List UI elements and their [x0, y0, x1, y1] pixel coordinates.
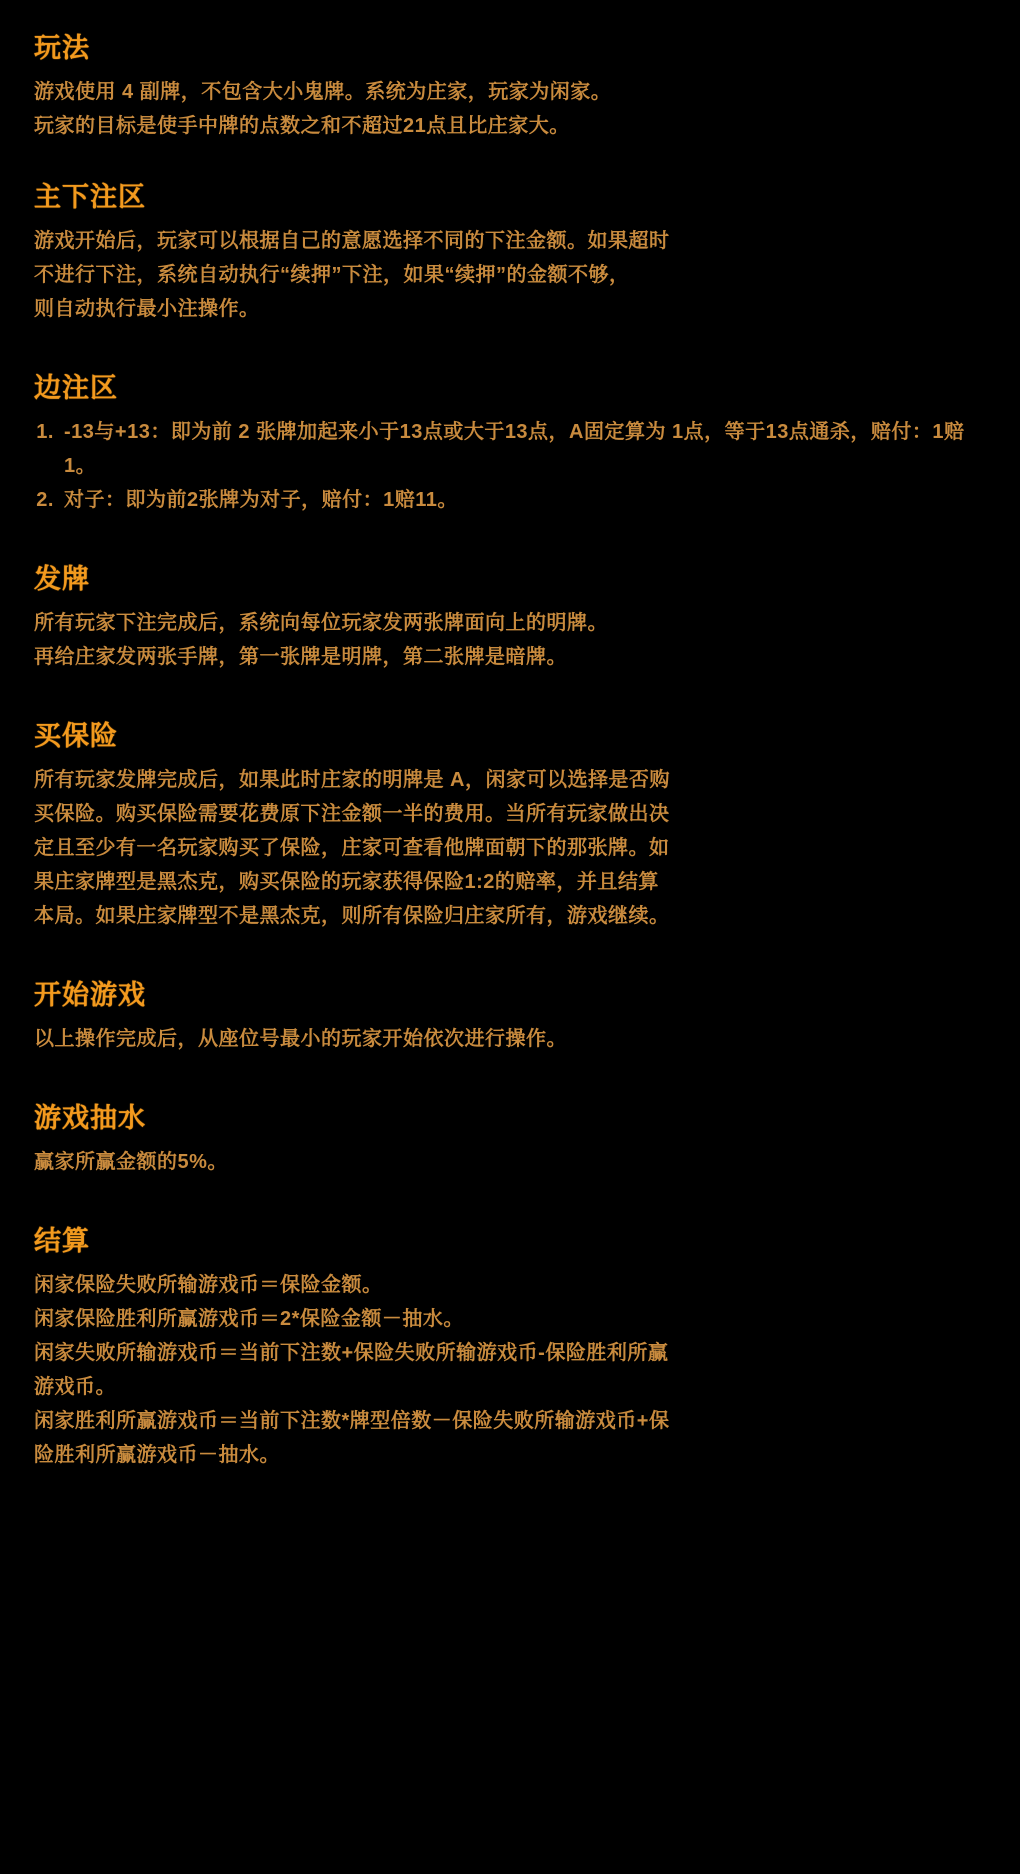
section-settlement [30, 1219, 990, 1472]
paragraph-line: 果庄家牌型是黑杰克，购买保险的玩家获得保险1:2的赔率，并且结算 [34, 871, 659, 893]
section-side-bet-area [30, 366, 990, 517]
paragraph-line: 闲家胜利所赢游戏币＝当前下注数*牌型倍数－保险失败所输游戏币+保 [34, 1410, 670, 1432]
paragraph-line: 闲家保险胜利所赢游戏币＝2*保险金额－抽水。 [34, 1308, 464, 1330]
section-title-rake: 游戏抽水 [34, 1103, 146, 1133]
paragraph-line: 则自动执行最小注操作。 [34, 298, 260, 320]
paragraph-line: 游戏使用 4 副牌，不包含大小鬼牌。系统为庄家，玩家为闲家。 [34, 81, 612, 103]
section-body-main-bet-area [30, 224, 990, 326]
paragraph-line: 再给庄家发两张手牌，第一张牌是明牌，第二张牌是暗牌。 [34, 646, 567, 668]
section-title-insurance: 买保险 [34, 721, 118, 751]
spacer [30, 157, 990, 175]
section-rake [30, 1096, 990, 1179]
section-body-start-game [30, 1022, 990, 1056]
section-gameplay [30, 26, 990, 143]
section-body-deal [30, 606, 990, 674]
section-body-gameplay [30, 75, 990, 143]
paragraph-line: 险胜利所赢游戏币－抽水。 [34, 1444, 280, 1466]
paragraph-line: 玩家的目标是使手中牌的点数之和不超过21点且比庄家大。 [34, 115, 570, 137]
spacer [30, 688, 990, 714]
list-item: 2. 对子：即为前2张牌为对子，赔付：1赔11。 [60, 483, 990, 517]
side-bet-list [34, 415, 990, 517]
paragraph-line: 本局。如果庄家牌型不是黑杰克，则所有保险归庄家所有，游戏继续。 [34, 905, 670, 927]
section-deal [30, 557, 990, 674]
section-main-bet-area [30, 175, 990, 326]
spacer [30, 531, 990, 557]
paragraph-line: 定且至少有一名玩家购买了保险，庄家可查看他牌面朝下的那张牌。如 [34, 837, 670, 859]
spacer [30, 340, 990, 366]
paragraph-line: 所有玩家发牌完成后，如果此时庄家的明牌是 A，闲家可以选择是否购 [34, 769, 670, 791]
section-insurance [30, 714, 990, 933]
paragraph-line: 游戏币。 [34, 1376, 116, 1398]
paragraph-line: 所有玩家下注完成后，系统向每位玩家发两张牌面向上的明牌。 [34, 612, 608, 634]
spacer [30, 1193, 990, 1219]
section-title-deal: 发牌 [34, 564, 90, 594]
spacer [30, 947, 990, 973]
section-title-side-bet-area: 边注区 [34, 373, 118, 403]
section-title-main-bet-area: 主下注区 [34, 182, 146, 212]
paragraph-line: 赢家所赢金额的5%。 [34, 1151, 228, 1173]
paragraph-line: 闲家保险失败所输游戏币＝保险金额。 [34, 1274, 383, 1296]
paragraph-line: 游戏开始后，玩家可以根据自己的意愿选择不同的下注金额。如果超时 [34, 230, 670, 252]
paragraph-line: 以上操作完成后，从座位号最小的玩家开始依次进行操作。 [34, 1028, 567, 1050]
section-start-game [30, 973, 990, 1056]
paragraph-line: 买保险。购买保险需要花费原下注金额一半的费用。当所有玩家做出决 [34, 803, 670, 825]
section-title-settlement: 结算 [34, 1226, 90, 1256]
spacer [30, 1070, 990, 1096]
section-body-insurance [30, 763, 990, 933]
section-body-rake [30, 1145, 990, 1179]
section-title-gameplay: 玩法 [34, 33, 90, 63]
section-title-start-game: 开始游戏 [34, 980, 146, 1010]
paragraph-line: 不进行下注，系统自动执行“续押”下注，如果“续押”的金额不够， [34, 264, 630, 286]
list-item: 1. -13与+13：即为前 2 张牌加起来小于13点或大于13点，A固定算为 1点，等于13点通杀，赔付：1赔1。 [60, 415, 990, 483]
section-body-settlement [30, 1268, 990, 1472]
paragraph-line: 闲家失败所输游戏币＝当前下注数+保险失败所输游戏币-保险胜利所赢 [34, 1342, 669, 1364]
